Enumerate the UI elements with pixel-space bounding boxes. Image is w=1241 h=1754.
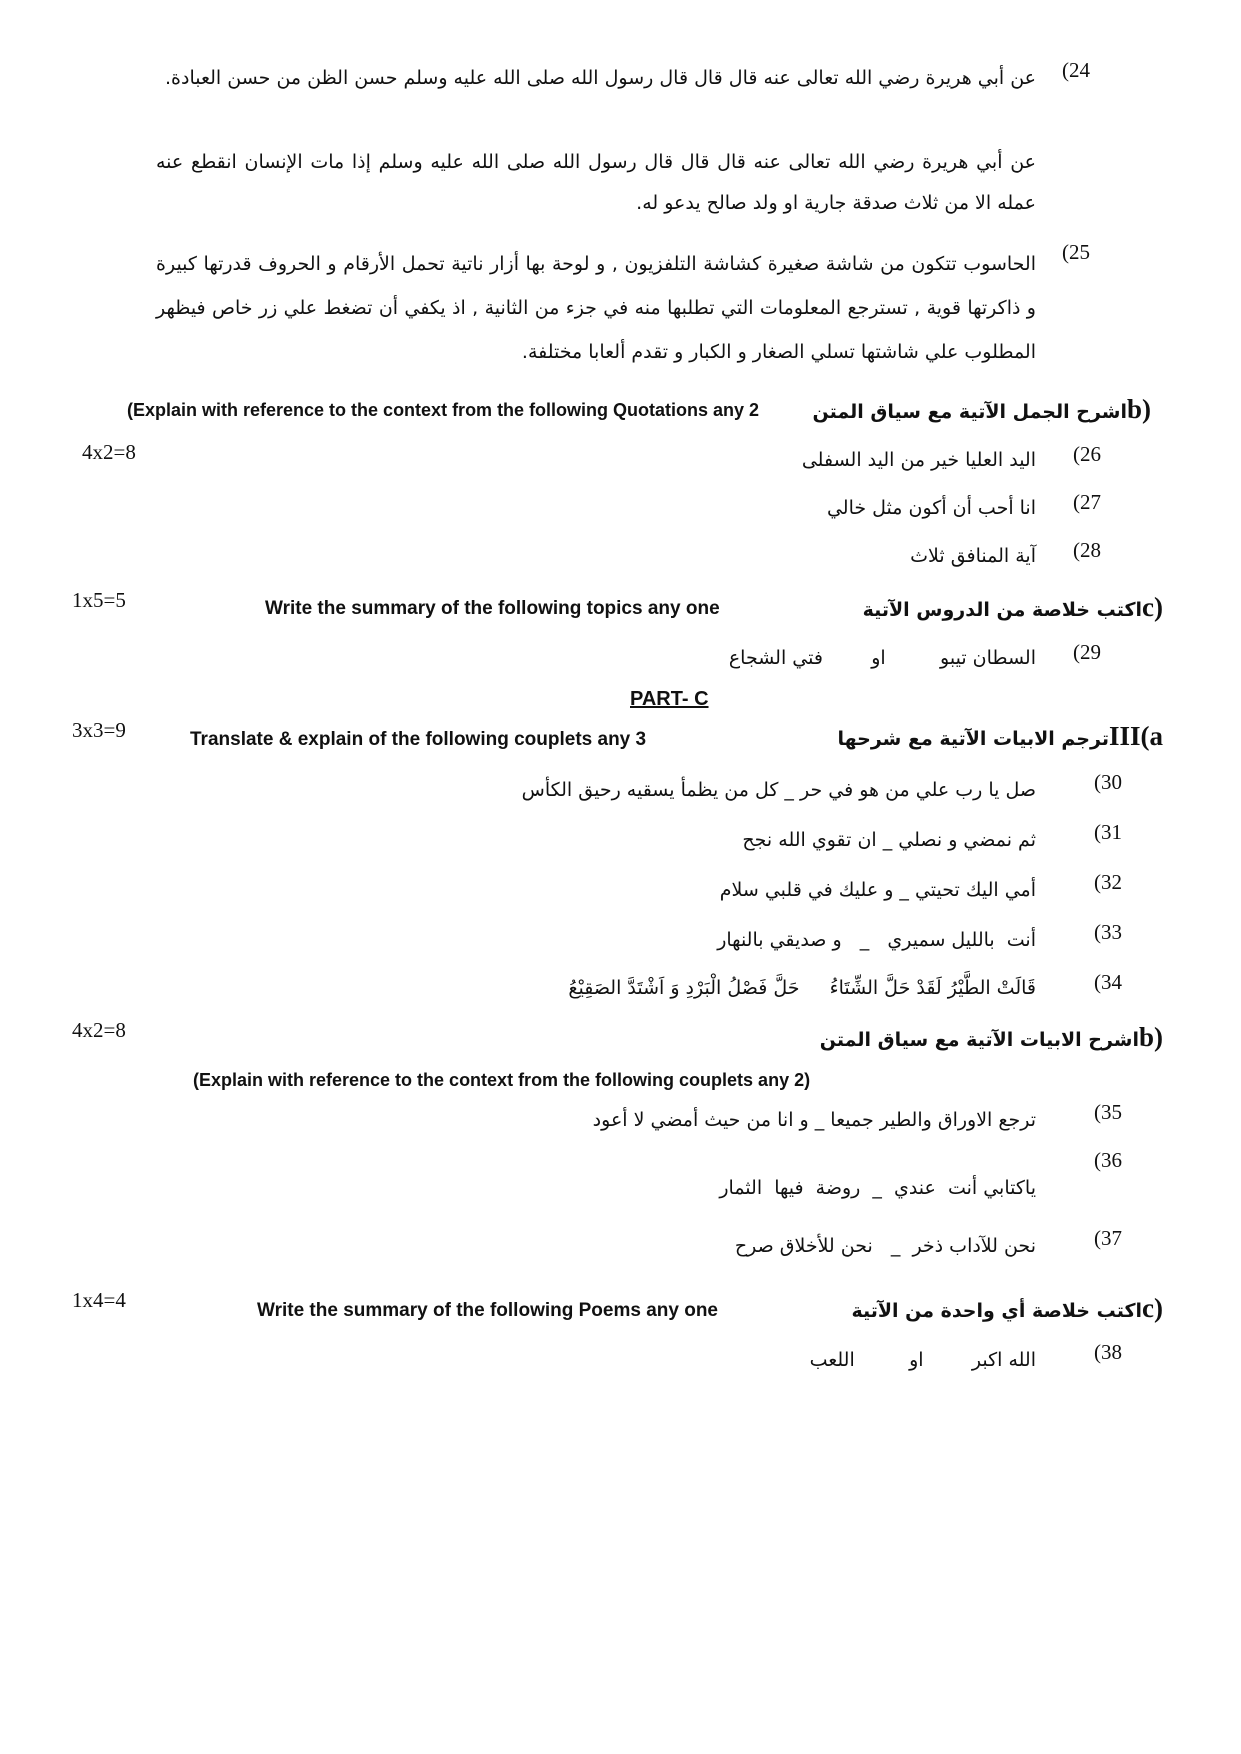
hadith-text: عن أبي هريرة رضي الله تعالى عنه قال قال قال رسول الله صلى الله عليه وسلم إذا مات الإنسان انقطع عنه عمله الا من ثلاث صدقة جارية او ولد صالح يدعو له. — [156, 151, 1036, 214]
question-number: (29 — [1073, 640, 1101, 664]
question-number: (32 — [1094, 870, 1122, 894]
section-arabic-heading: اشرح الابيات الآتية مع سياق المتن — [819, 1029, 1139, 1051]
marks-label: 4x2=8 — [72, 1018, 126, 1042]
hadith-text: عن أبي هريرة رضي الله تعالى عنه قال قال قال رسول الله صلى الله عليه وسلم حسن الظن من حسن العبادة. — [165, 67, 1036, 89]
section-english-heading: Translate & explain of the following couplets any 3 — [190, 729, 647, 750]
topic-options: السطان تيبو او فتي الشجاع — [728, 647, 1036, 669]
question-number: (34 — [1094, 970, 1122, 994]
section-c-heading — [851, 1293, 1163, 1324]
section-roman-label: III — [1108, 721, 1141, 751]
marks-label: 1x4=4 — [72, 1288, 126, 1312]
part-title: PART- C — [630, 688, 709, 710]
section-label: (b — [1138, 1022, 1163, 1052]
question-number: (36 — [1094, 1148, 1122, 1172]
question-number: (35 — [1094, 1100, 1122, 1124]
couplet-text: قَالَتْ الطَّيْرُ لَقَدْ حَلَّ الشِّتَاءُ حَلَّ فَصْلُ الْبَرْدِ وَ اَشْتَدَّ الصَقِيْعُ — [568, 977, 1036, 999]
section-b-heading — [813, 394, 1151, 425]
passage-text: الحاسوب تتكون من شاشة صغيرة كشاشة التلفزيون , و لوحة بها أزار ناتية تحمل الأرقام و الحروف قدرتها كبيرة و ذاكرتها قوية , تسترجع المعلومات التي تطلبها منه في جزء من الثانية , اذ يكفي أن تضغط علي زر خاص فيظهر المطلوب علي شاشتها تسلي الصغار و الكبار و تقدم ألعابا مختلفة. — [156, 253, 1036, 363]
section-a-heading — [837, 721, 1163, 752]
question-number: (30 — [1094, 770, 1122, 794]
question-number: (37 — [1094, 1226, 1122, 1250]
section-arabic-heading: ترجم الابيات الآتية مع شرحها — [837, 728, 1109, 750]
section-c-heading — [863, 592, 1163, 623]
couplet-text: صل يا رب علي من هو في حر _ كل من يظمأ يسقيه رحيق الكأس — [521, 779, 1036, 801]
section-label: (c — [1142, 592, 1163, 622]
marks-label: 4x2=8 — [82, 440, 136, 464]
question-number: (27 — [1073, 490, 1101, 514]
question-number: (28 — [1073, 538, 1101, 562]
question-number: (24 — [1062, 58, 1090, 82]
couplet-text: أنت بالليل سميري _ و صديقي بالنهار — [717, 929, 1036, 951]
section-english-heading: Write the summary of the following topics any one — [265, 598, 720, 619]
marks-label: 1x5=5 — [72, 588, 126, 612]
marks-label: 3x3=9 — [72, 718, 126, 742]
question-number: (38 — [1094, 1340, 1122, 1364]
question-number: (26 — [1073, 442, 1101, 466]
couplet-text: نحن للآداب ذخر _ نحن للأخلاق صرح — [734, 1235, 1036, 1257]
poem-options: الله اكبر او اللعب — [809, 1349, 1036, 1371]
section-english-heading: (Explain with reference to the context from the following couplets any 2) — [193, 1070, 811, 1090]
section-label: (a — [1140, 721, 1163, 751]
question-number: (33 — [1094, 920, 1122, 944]
quotation-text: انا أحب أن أكون مثل خالي — [826, 497, 1036, 519]
section-arabic-heading: اكتب خلاصة من الدروس الآتية — [862, 599, 1143, 621]
couplet-text: ترجع الاوراق والطير جميعا _ و انا من حيث أمضي لا أعود — [592, 1109, 1036, 1131]
question-number: (25 — [1062, 240, 1090, 264]
section-arabic-heading: اشرح الجمل الآتية مع سياق المتن — [812, 401, 1127, 423]
section-label: (b — [1126, 394, 1151, 424]
section-english-heading: (Explain with reference to the context from the following Quotations any 2 — [127, 400, 760, 420]
section-english-heading: Write the summary of the following Poems any one — [257, 1300, 719, 1321]
couplet-text: ثم نمضي و نصلي _ ان تقوي الله نجح — [742, 829, 1036, 851]
quotation-text: آية المنافق ثلاث — [910, 545, 1036, 567]
section-label: (c — [1142, 1293, 1163, 1323]
couplet-text: ياكتابي أنت عندي _ روضة فيها الثمار — [719, 1177, 1036, 1199]
quotation-text: اليد العليا خير من اليد السفلى — [801, 449, 1036, 471]
question-number: (31 — [1094, 820, 1122, 844]
section-b-heading — [820, 1022, 1163, 1053]
couplet-text: أمي اليك تحيتي _ و عليك في قلبي سلام — [719, 879, 1036, 901]
section-arabic-heading: اكتب خلاصة أي واحدة من الآتية — [851, 1300, 1143, 1322]
